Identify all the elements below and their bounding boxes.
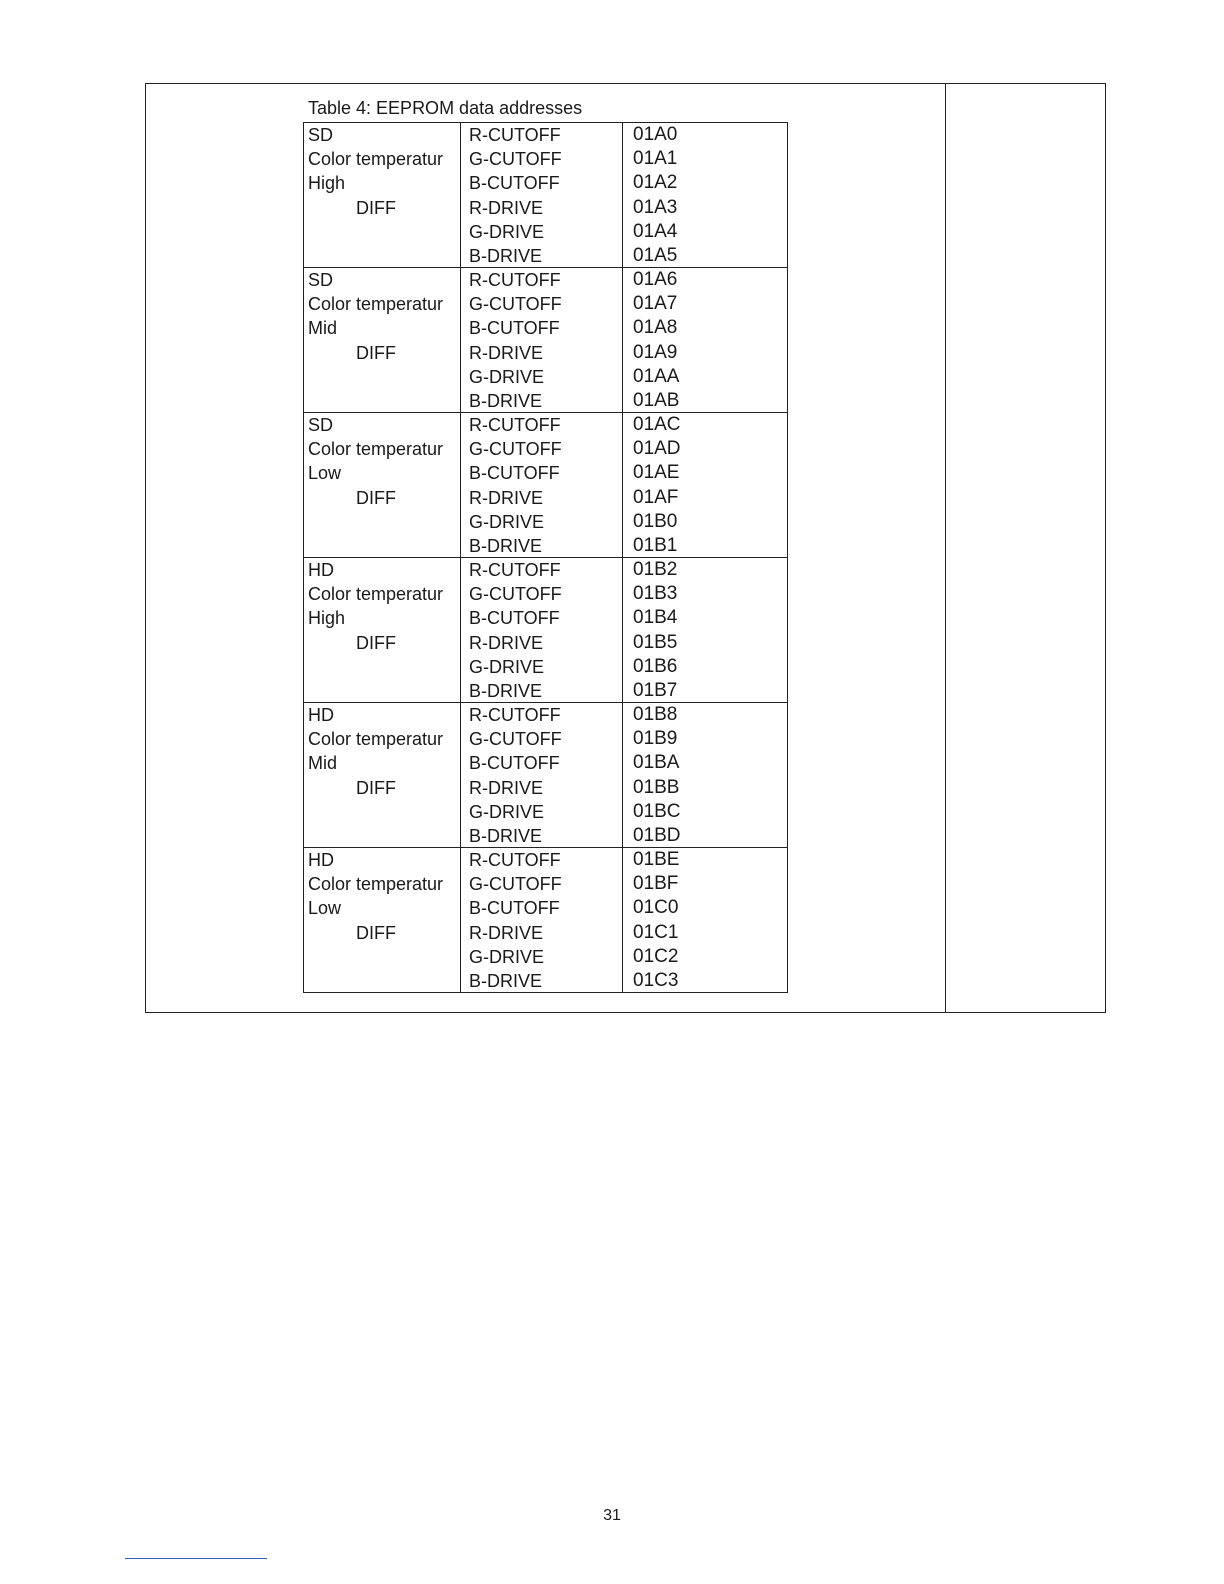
- group-description-cell: [304, 848, 461, 992]
- parameter-name: G-DRIVE: [469, 656, 545, 677]
- parameter-cell: [461, 123, 623, 267]
- eeprom-address: 01AC: [633, 414, 681, 435]
- eeprom-address: 01B2: [633, 559, 678, 580]
- signal-type: HD: [308, 560, 334, 580]
- parameter-name: G-DRIVE: [469, 511, 545, 532]
- eeprom-address: 01B6: [633, 655, 678, 677]
- parameter-name: B-CUTOFF: [469, 463, 560, 484]
- parameter-name: B-CUTOFF: [469, 608, 560, 629]
- parameter-name: G-DRIVE: [469, 221, 545, 242]
- parameter-name: G-CUTOFF: [469, 439, 562, 460]
- footer-rule: [125, 1558, 267, 1559]
- parameter-name: R-DRIVE: [469, 342, 544, 363]
- parameter-name: B-DRIVE: [469, 826, 543, 847]
- eeprom-address: 01AE: [633, 462, 680, 484]
- parameter-name: R-CUTOFF: [469, 850, 561, 870]
- parameter-cell: [461, 848, 623, 992]
- parameter-name: R-DRIVE: [469, 632, 544, 653]
- eeprom-address: 01C3: [633, 970, 679, 992]
- address-cell: [623, 268, 787, 412]
- parameter-name: R-CUTOFF: [469, 415, 561, 435]
- eeprom-address: 01B8: [633, 704, 678, 725]
- eeprom-address: 01AF: [633, 486, 679, 508]
- eeprom-address: 01B9: [633, 728, 678, 750]
- mode-label: DIFF: [356, 487, 396, 508]
- eeprom-address: 01BA: [633, 752, 680, 774]
- group-label: Color temperatur: [308, 149, 444, 170]
- eeprom-address: 01AA: [633, 365, 680, 387]
- eeprom-address: 01A3: [633, 196, 678, 218]
- temperature-level: Mid: [308, 318, 338, 339]
- group-label: Color temperatur: [308, 874, 444, 895]
- parameter-name: B-DRIVE: [469, 681, 543, 702]
- parameter-name: G-DRIVE: [469, 801, 545, 822]
- group-description-cell: [304, 558, 461, 702]
- parameter-name: R-DRIVE: [469, 777, 544, 798]
- table-group: [304, 847, 787, 992]
- parameter-name: B-DRIVE: [469, 536, 543, 557]
- eeprom-address: 01B3: [633, 583, 678, 605]
- parameter-name: R-DRIVE: [469, 922, 544, 943]
- group-description-cell: [304, 123, 461, 267]
- parameter-name: G-CUTOFF: [469, 729, 562, 750]
- eeprom-address: 01A4: [633, 220, 678, 242]
- parameter-name: R-CUTOFF: [469, 270, 561, 290]
- table-group: [304, 123, 787, 267]
- table-caption: Table 4: EEPROM data addresses: [308, 98, 583, 118]
- parameter-name: G-DRIVE: [469, 366, 545, 387]
- eeprom-address: 01B7: [633, 680, 678, 702]
- parameter-name: B-CUTOFF: [469, 898, 560, 919]
- temperature-level: Mid: [308, 753, 338, 774]
- mode-label: DIFF: [356, 922, 396, 943]
- eeprom-address: 01BF: [633, 873, 679, 895]
- page-number: 31: [603, 1507, 621, 1524]
- address-cell: [623, 123, 787, 267]
- eeprom-address: 01AB: [633, 390, 680, 412]
- group-label: Color temperatur: [308, 584, 444, 605]
- eeprom-address: 01C2: [633, 945, 679, 967]
- eeprom-address: 01B0: [633, 510, 678, 532]
- parameter-name: R-CUTOFF: [469, 560, 561, 580]
- eeprom-address: 01BB: [633, 776, 680, 798]
- parameter-cell: [461, 703, 623, 847]
- eeprom-address: 01BE: [633, 849, 680, 870]
- parameter-name: G-CUTOFF: [469, 294, 562, 315]
- parameter-name: B-CUTOFF: [469, 318, 560, 339]
- group-description-cell: [304, 413, 461, 557]
- address-cell: [623, 848, 787, 992]
- eeprom-address: 01A7: [633, 293, 678, 315]
- address-cell: [623, 413, 787, 557]
- address-cell: [623, 703, 787, 847]
- temperature-level: High: [308, 173, 346, 194]
- parameter-name: R-CUTOFF: [469, 125, 561, 145]
- signal-type: HD: [308, 850, 334, 870]
- eeprom-address: 01A9: [633, 341, 678, 363]
- frame-column-divider: [945, 83, 946, 1013]
- mode-label: DIFF: [356, 632, 396, 653]
- parameter-cell: [461, 413, 623, 557]
- mode-label: DIFF: [356, 342, 396, 363]
- eeprom-address: 01AD: [633, 438, 681, 460]
- parameter-name: G-DRIVE: [469, 946, 545, 967]
- signal-type: SD: [308, 415, 334, 435]
- parameter-name: G-CUTOFF: [469, 874, 562, 895]
- parameter-name: G-CUTOFF: [469, 584, 562, 605]
- table-group: [304, 267, 787, 412]
- temperature-level: Low: [308, 463, 342, 484]
- table-group: [304, 412, 787, 557]
- eeprom-address: 01A1: [633, 148, 678, 170]
- parameter-name: B-DRIVE: [469, 246, 543, 267]
- eeprom-address: 01A2: [633, 172, 678, 194]
- parameter-name: G-CUTOFF: [469, 149, 562, 170]
- eeprom-address: 01BC: [633, 800, 681, 822]
- table-group: [304, 557, 787, 702]
- parameter-name: B-CUTOFF: [469, 173, 560, 194]
- eeprom-address-table: [303, 122, 788, 993]
- group-label: Color temperatur: [308, 729, 444, 750]
- temperature-level: High: [308, 608, 346, 629]
- address-cell: [623, 558, 787, 702]
- mode-label: DIFF: [356, 197, 396, 218]
- group-label: Color temperatur: [308, 294, 444, 315]
- group-description-cell: [304, 268, 461, 412]
- parameter-name: R-DRIVE: [469, 197, 544, 218]
- parameter-name: R-DRIVE: [469, 487, 544, 508]
- eeprom-address: 01A8: [633, 317, 678, 339]
- eeprom-address: 01A5: [633, 245, 678, 267]
- eeprom-address: 01C0: [633, 897, 679, 919]
- temperature-level: Low: [308, 898, 342, 919]
- group-description-cell: [304, 703, 461, 847]
- parameter-name: R-CUTOFF: [469, 705, 561, 725]
- parameter-cell: [461, 558, 623, 702]
- eeprom-address: 01B4: [633, 607, 678, 629]
- signal-type: HD: [308, 705, 334, 725]
- parameter-name: B-DRIVE: [469, 971, 543, 992]
- eeprom-address: 01A0: [633, 124, 678, 145]
- eeprom-address: 01A6: [633, 269, 678, 290]
- signal-type: SD: [308, 270, 334, 290]
- eeprom-address: 01B1: [633, 535, 678, 557]
- group-label: Color temperatur: [308, 439, 444, 460]
- parameter-cell: [461, 268, 623, 412]
- signal-type: SD: [308, 125, 334, 145]
- parameter-name: B-CUTOFF: [469, 753, 560, 774]
- eeprom-address: 01BD: [633, 825, 681, 847]
- eeprom-address: 01B5: [633, 631, 678, 653]
- mode-label: DIFF: [356, 777, 396, 798]
- table-group: [304, 702, 787, 847]
- eeprom-address: 01C1: [633, 921, 679, 943]
- parameter-name: B-DRIVE: [469, 391, 543, 412]
